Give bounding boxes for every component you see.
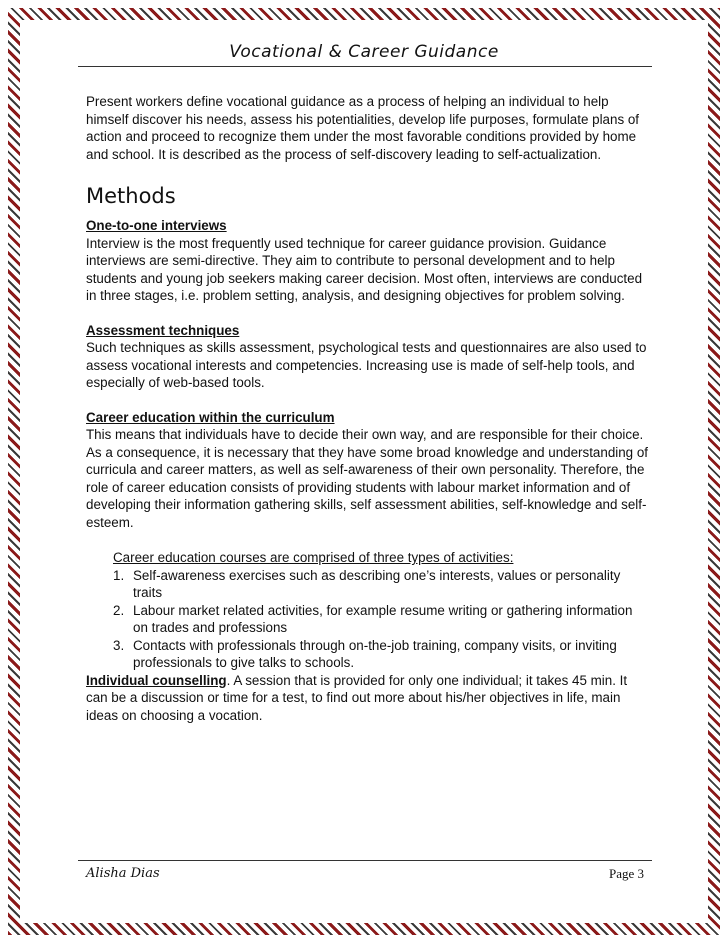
section-title: Assessment techniques <box>86 322 240 338</box>
section-career-education <box>86 409 651 532</box>
section-title: Career education within the curriculum <box>86 409 335 425</box>
content-body <box>86 93 651 724</box>
section-body: This means that individuals have to decide their own way, and are responsible for their choice. As a consequence, it is necessary that they have some broad knowledge and understanding of curricula and career matters, as well as self-awareness of their own personality. Therefore, the role of career education consists of providing students with labour market information and of developing their information gathering skills, self assessment abilities, self-knowledge and self-esteem. <box>86 427 649 530</box>
footer-divider <box>78 860 652 861</box>
list-item <box>113 637 651 672</box>
footer-page-number: Page 3 <box>608 866 644 881</box>
list-item <box>113 602 651 637</box>
list-number: 2. <box>113 602 125 618</box>
intro-paragraph: Present workers define vocational guidance as a process of helping an individual to help himself discover his needs, assess his potentialities, develop life purposes, formulate plans of action and proceed to recognize them under the most favorable conditions provided by home and school. It is described as the process of self-discovery leading to self-actualization. <box>86 94 640 162</box>
list-number: 3. <box>113 637 125 653</box>
list-item <box>113 567 651 602</box>
methods-heading: Methods <box>86 184 176 208</box>
list-text: Self-awareness exercises such as describing one’s interests, values or personality traits <box>133 567 621 600</box>
section-body: Interview is the most frequently used technique for career guidance provision. Guidance interviews are semi-directive. They aim to contribute to personal development and to help students and young job seekers making career decision. Most often, interviews are conducted in three stages, i.e. problem setting, analysis, and designing objectives for problem solving. <box>86 235 643 303</box>
section-body: Such techniques as skills assessment, psychological tests and questionnaires are also used to assess vocational interests and competencies. Increasing use is made of self-help tools, and especially of web-based tools. <box>86 340 647 390</box>
activities-list <box>113 567 651 672</box>
counselling-body: . A session that is provided for only one individual; it takes 45 min. It can be a discussion or time for a test, to find out more about his/her objectives in life, main ideas on choosing a vocation. <box>86 672 628 723</box>
section-title: One-to-one interviews <box>86 218 227 233</box>
activities-intro: Career education courses are comprised of three types of activities: <box>113 550 514 565</box>
page-title: Vocational & Career Guidance <box>229 42 499 62</box>
counselling-title: Individual counselling <box>86 672 227 688</box>
list-text: Contacts with professionals through on-the-job training, company visits, or inviting professionals to give talks to schools. <box>133 637 617 670</box>
counselling-paragraph <box>86 672 651 725</box>
section-assessment <box>86 322 651 392</box>
footer-author: Alisha Dias <box>86 866 160 881</box>
list-text: Labour market related activities, for example resume writing or gathering information on trades and professions <box>133 602 633 635</box>
activities-block <box>113 549 651 672</box>
list-number: 1. <box>113 567 125 583</box>
header-divider <box>78 66 652 67</box>
section-interviews <box>86 217 651 305</box>
